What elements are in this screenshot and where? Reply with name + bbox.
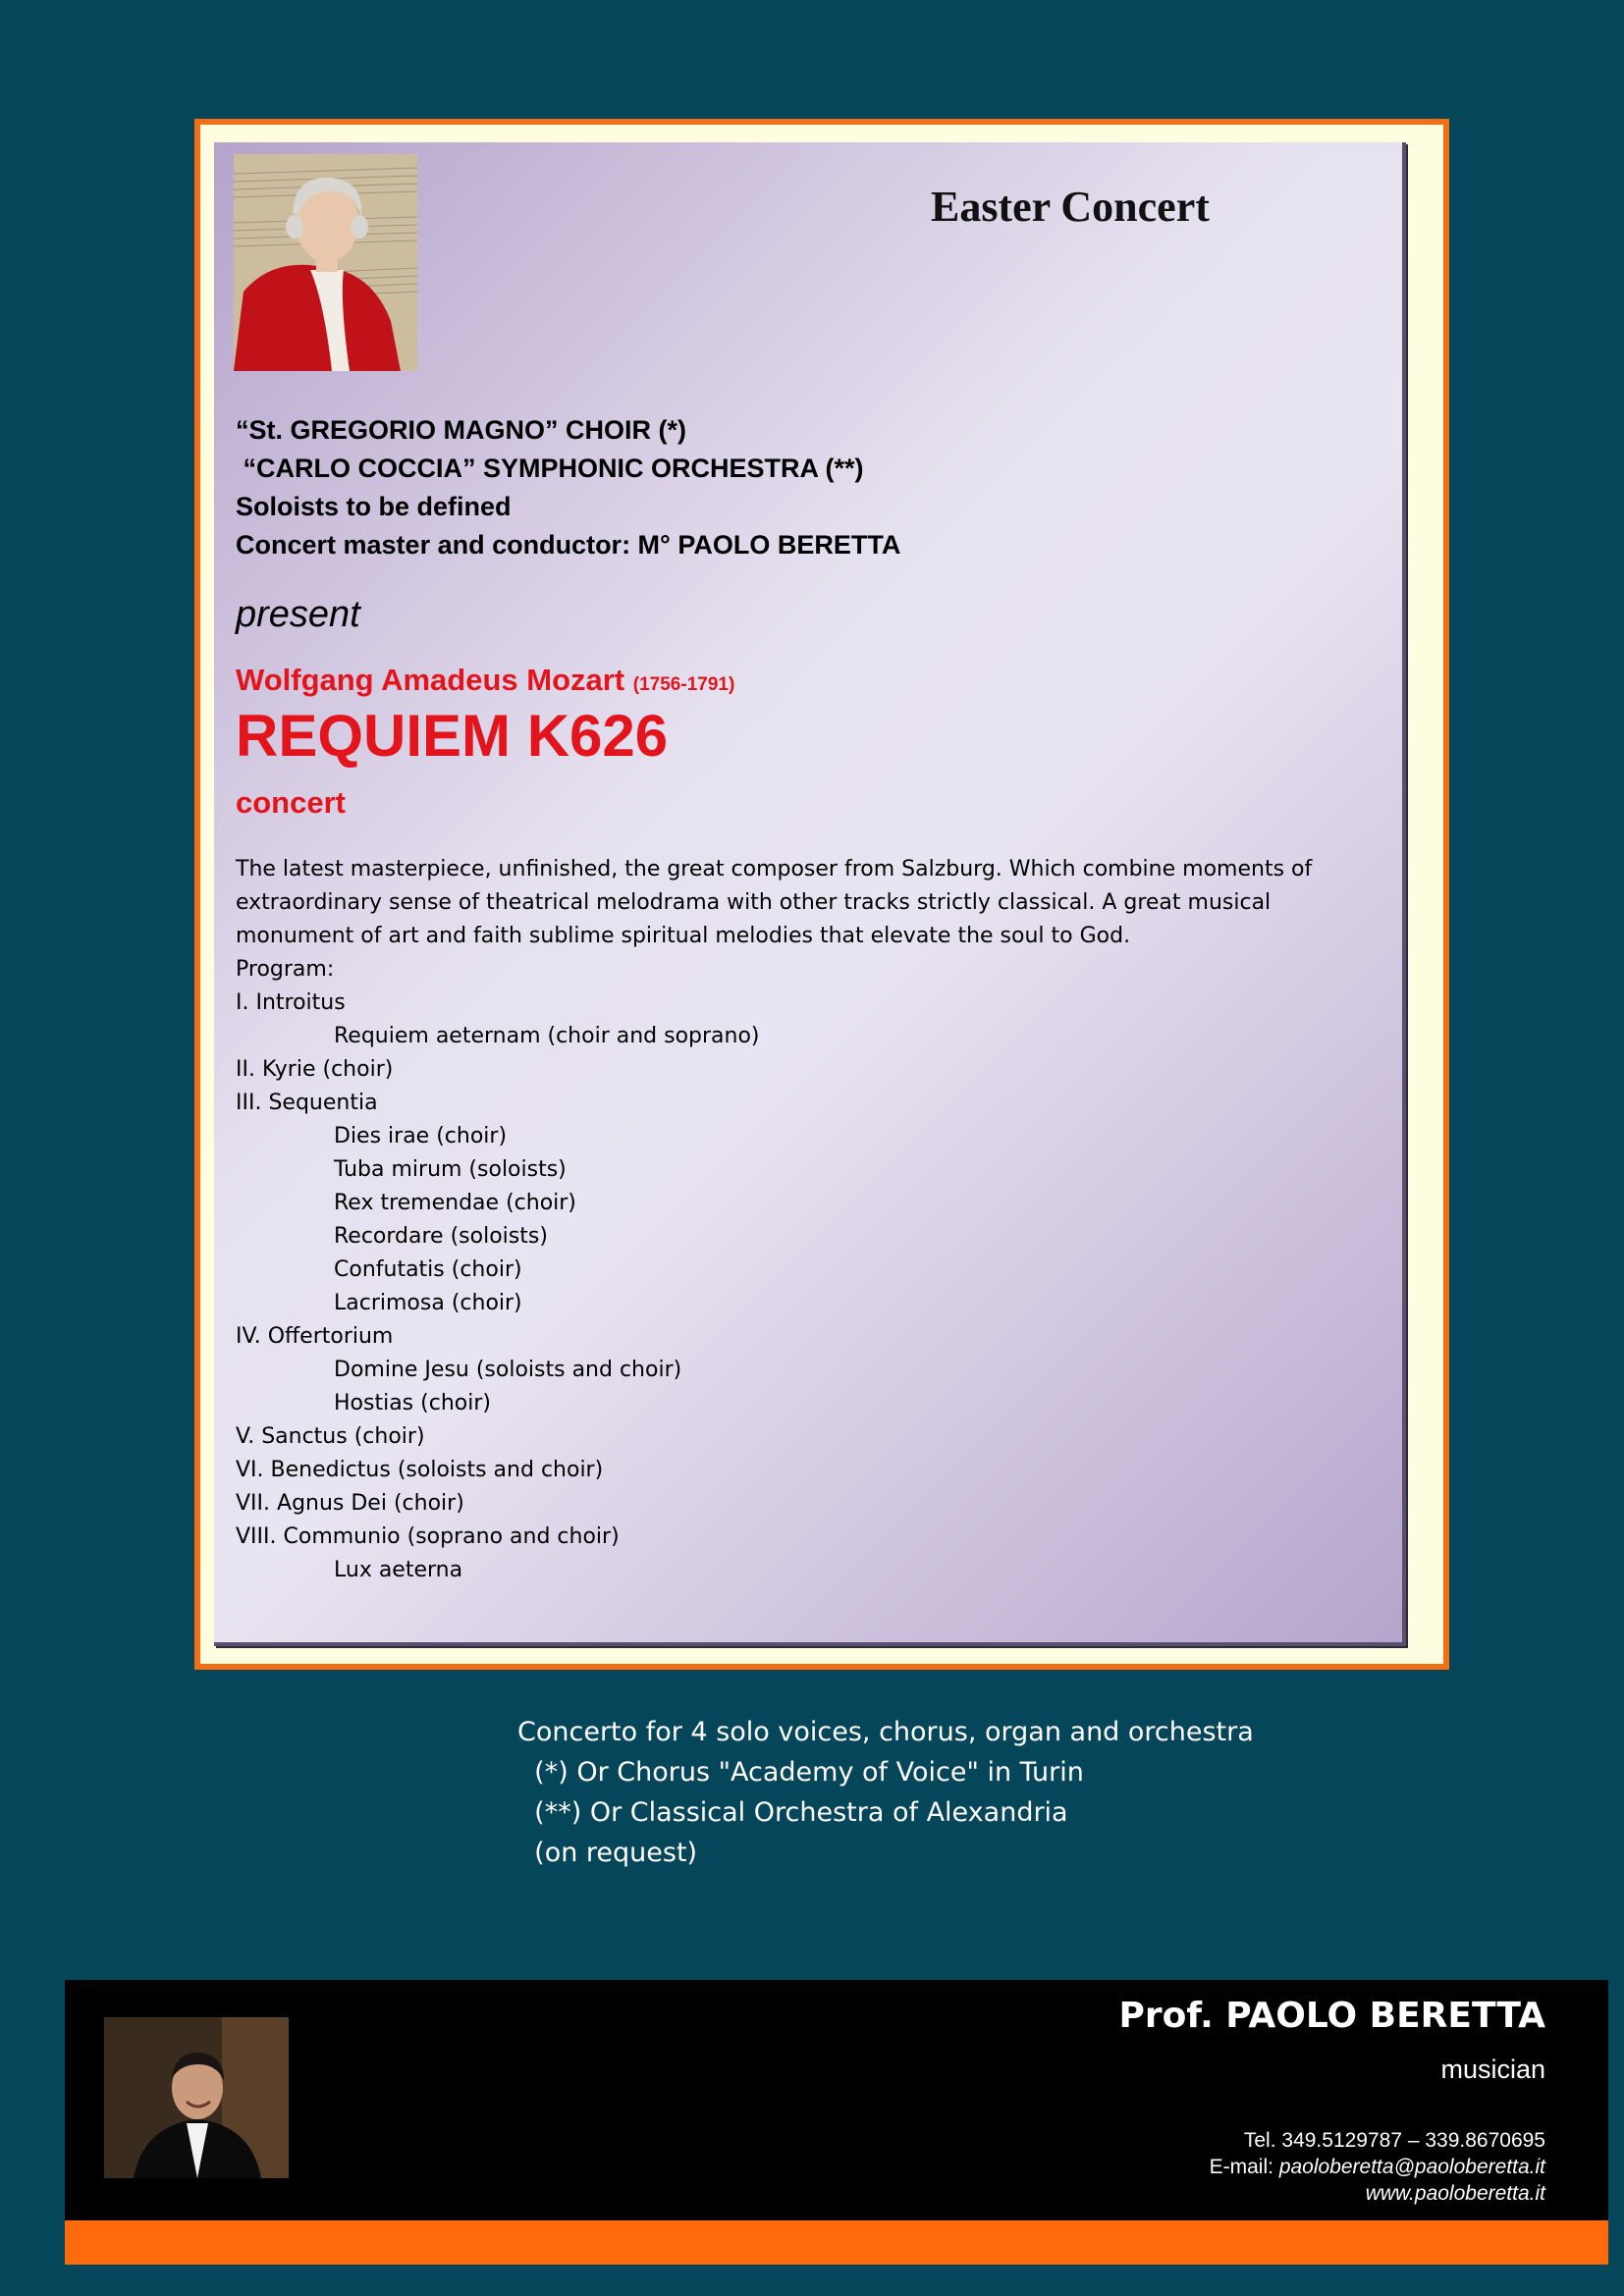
program-item: VI. Benedictus (soloists and choir) xyxy=(236,1458,604,1482)
footer-name: Prof. PAOLO BERETTA xyxy=(1118,1996,1545,2036)
work-title: REQUIEM K626 xyxy=(236,703,669,769)
program-item: IV. Offertorium xyxy=(236,1324,394,1349)
note-line: (**) Or Classical Orchestra of Alexandria xyxy=(517,1797,1068,1828)
program-subitem: Hostias (choir) xyxy=(334,1391,491,1415)
note-line: (*) Or Chorus "Academy of Voice" in Turin xyxy=(517,1757,1084,1788)
concert-title: Easter Concert xyxy=(931,183,1210,231)
composer-dates: (1756-1791) xyxy=(632,674,735,695)
phone-numbers: Tel. 349.5129787 – 339.8670695 xyxy=(1243,2129,1545,2152)
program-subitem: Recordare (soloists) xyxy=(334,1224,548,1249)
program-subitem: Rex tremendae (choir) xyxy=(334,1191,576,1215)
work-subtitle: concert xyxy=(236,785,346,820)
composer-line xyxy=(236,663,734,698)
soloists-line: Soloists to be defined xyxy=(236,492,512,521)
program-subitem: Requiem aeternam (choir and soprano) xyxy=(334,1024,760,1048)
email-line xyxy=(1210,2154,1545,2180)
program-subitem: Confutatis (choir) xyxy=(334,1257,522,1282)
program-subitem: Dies irae (choir) xyxy=(334,1124,508,1148)
performers-block xyxy=(236,411,900,564)
note-line: (on request) xyxy=(517,1838,698,1868)
contact-block xyxy=(1210,2127,1545,2207)
composer-name: Wolfgang Amadeus Mozart xyxy=(236,663,625,697)
concert-card xyxy=(214,142,1406,1646)
program-item: II. Kyrie (choir) xyxy=(236,1057,394,1082)
footer xyxy=(65,1980,1608,2220)
note-line: Concerto for 4 solo voices, chorus, organ and orchestra xyxy=(517,1717,1254,1747)
program-subitem: Domine Jesu (soloists and choir) xyxy=(334,1358,682,1382)
conductor-photo xyxy=(104,2017,289,2178)
orchestra-line: “CARLO COCCIA” SYMPHONIC ORCHESTRA (**) xyxy=(236,454,864,483)
program-subitem: Lux aeterna xyxy=(334,1558,463,1582)
email-label: E-mail: xyxy=(1209,2156,1279,2178)
work-description: The latest masterpiece, unfinished, the great composer from Salzburg. Which combine moments of extraordinary sense of theatrical melodrama with other tracks strictly classical. A great musical monument of art and faith sublime spiritual melodies that elevate the soul to God. xyxy=(236,857,1313,948)
program-item: III. Sequentia xyxy=(236,1091,378,1115)
conductor-line: Concert master and conductor: M° PAOLO BERETTA xyxy=(236,530,901,560)
program-list xyxy=(236,953,760,1587)
performance-notes xyxy=(517,1712,1254,1873)
choir-line: “St. GREGORIO MAGNO” CHOIR (*) xyxy=(236,415,686,445)
mozart-portrait xyxy=(234,154,417,371)
program-subitem: Lacrimosa (choir) xyxy=(334,1291,522,1315)
program-subitem: Tuba mirum (soloists) xyxy=(334,1157,567,1182)
program-item: V. Sanctus (choir) xyxy=(236,1424,425,1449)
program-label: Program: xyxy=(236,957,335,982)
email-link[interactable]: paoloberetta@paoloberetta.it xyxy=(1278,2156,1545,2178)
present-label: present xyxy=(236,594,360,635)
program-item: VIII. Communio (soprano and choir) xyxy=(236,1524,620,1549)
footer-accent-bar xyxy=(65,2220,1608,2265)
program-item: I. Introitus xyxy=(236,990,346,1015)
program-item: VII. Agnus Dei (choir) xyxy=(236,1491,464,1516)
footer-role: musician xyxy=(1440,2055,1545,2084)
website-link[interactable]: www.paoloberetta.it xyxy=(1365,2182,1545,2205)
